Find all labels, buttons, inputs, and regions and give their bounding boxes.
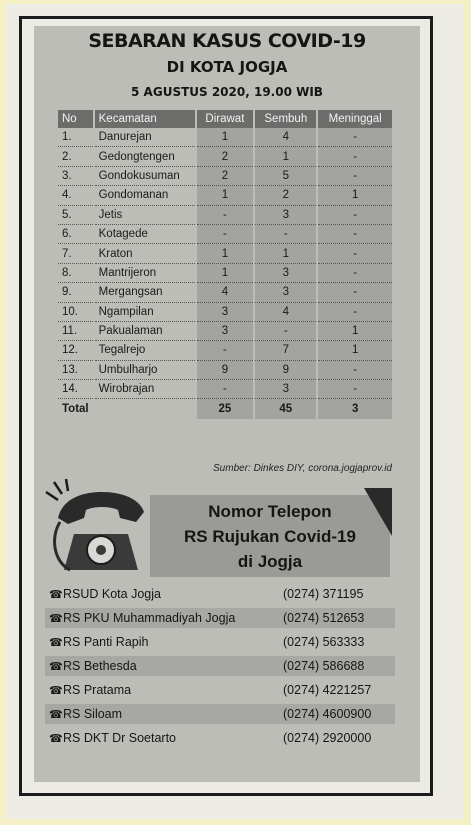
row-number: 14. <box>58 380 93 399</box>
hospital-name: RS Pratama <box>63 683 132 697</box>
meninggal-count: - <box>318 147 392 166</box>
table-row <box>58 244 392 263</box>
hospital-row <box>45 632 395 652</box>
small-phone-icon: ☎ <box>49 732 63 745</box>
dirawat-count: - <box>197 341 254 360</box>
row-number: 8. <box>58 264 93 283</box>
dirawat-count: 2 <box>197 167 254 186</box>
kecamatan-name: Umbulharjo <box>95 361 195 380</box>
sembuh-count: - <box>255 322 316 341</box>
hospital-row <box>45 704 395 724</box>
small-phone-icon: ☎ <box>49 636 63 649</box>
col-header-dirawat: Dirawat <box>197 110 254 128</box>
table-row <box>58 341 392 360</box>
sembuh-count: 3 <box>255 283 316 302</box>
sembuh-count: 9 <box>255 361 316 380</box>
phone-heading-line3: di Jogja <box>237 552 303 571</box>
kecamatan-name: Jetis <box>95 206 195 225</box>
row-number: 7. <box>58 244 93 263</box>
total-label: Total <box>62 403 89 416</box>
small-phone-icon: ☎ <box>49 588 63 601</box>
page-title: SEBARAN KASUS COVID-19 <box>88 30 366 52</box>
meninggal-count: 1 <box>318 322 392 341</box>
col-header-meninggal: Meninggal <box>318 110 392 128</box>
kecamatan-name: Gondokusuman <box>95 167 195 186</box>
meninggal-count: - <box>318 283 392 302</box>
table-row <box>58 361 392 380</box>
table-row <box>58 206 392 225</box>
col-header-kecamatan: Kecamatan <box>95 110 195 128</box>
row-number: 10. <box>58 303 93 322</box>
table-row <box>58 147 392 166</box>
hospital-name: RS PKU Muhammadiyah Jogja <box>63 611 236 625</box>
kecamatan-name: Gondomanan <box>95 186 195 205</box>
kecamatan-name: Kotagede <box>95 225 195 244</box>
meninggal-count: - <box>318 361 392 380</box>
total-dirawat: 25 <box>197 399 254 419</box>
hospital-row <box>45 656 395 676</box>
kecamatan-name: Tegalrejo <box>95 341 195 360</box>
row-number: 5. <box>58 206 93 225</box>
row-number: 1. <box>58 128 93 147</box>
total-meninggal: 3 <box>318 399 392 419</box>
sembuh-count: - <box>255 225 316 244</box>
kecamatan-name: Danurejan <box>95 128 195 147</box>
row-number: 2. <box>58 147 93 166</box>
row-number: 13. <box>58 361 93 380</box>
small-phone-icon: ☎ <box>49 708 63 721</box>
dirawat-count: 1 <box>197 244 254 263</box>
dirawat-count: 9 <box>197 361 254 380</box>
table-row <box>58 303 392 322</box>
hospital-phone-number: (0274) 512653 <box>283 611 365 625</box>
kecamatan-name: Kraton <box>95 244 195 263</box>
small-phone-icon: ☎ <box>49 612 63 625</box>
total-sembuh: 45 <box>255 399 316 419</box>
kecamatan-name: Wirobrajan <box>95 380 195 399</box>
hospital-phone-number: (0274) 563333 <box>283 635 365 649</box>
dirawat-count: - <box>197 380 254 399</box>
hospital-row <box>45 728 395 748</box>
kecamatan-name: Ngampilan <box>95 303 195 322</box>
kecamatan-name: Mergangsan <box>95 283 195 302</box>
table-header-row <box>58 110 392 128</box>
sembuh-count: 1 <box>255 147 316 166</box>
report-date: 5 AGUSTUS 2020, 19.00 WIB <box>131 85 323 99</box>
meninggal-count: - <box>318 128 392 147</box>
dirawat-count: - <box>197 225 254 244</box>
sembuh-count: 2 <box>255 186 316 205</box>
sembuh-count: 4 <box>255 128 316 147</box>
kecamatan-name: Pakualaman <box>95 322 195 341</box>
hospital-name: RS DKT Dr Soetarto <box>63 731 177 745</box>
meninggal-count: - <box>318 167 392 186</box>
meninggal-count: - <box>318 264 392 283</box>
row-number: 3. <box>58 167 93 186</box>
phone-heading-line1: Nomor Telepon <box>208 502 332 521</box>
covid-case-table <box>56 110 394 419</box>
meninggal-count: 1 <box>318 186 392 205</box>
kecamatan-name: Mantrijeron <box>95 264 195 283</box>
hospital-name: RSUD Kota Jogja <box>63 587 161 601</box>
meninggal-count: - <box>318 225 392 244</box>
hospital-phone-number: (0274) 586688 <box>283 659 365 673</box>
table-row <box>58 283 392 302</box>
hospital-name: RS Panti Rapih <box>63 635 149 649</box>
hospital-name: RS Bethesda <box>63 659 137 673</box>
phone-heading-line2: RS Rujukan Covid-19 <box>184 527 356 546</box>
small-phone-icon: ☎ <box>49 684 63 697</box>
dirawat-count: 3 <box>197 303 254 322</box>
table-row <box>58 322 392 341</box>
meninggal-count: - <box>318 244 392 263</box>
table-row <box>58 264 392 283</box>
table-row <box>58 225 392 244</box>
hospital-row <box>45 680 395 700</box>
hospital-phone-list <box>45 584 395 752</box>
sembuh-count: 5 <box>255 167 316 186</box>
small-phone-icon: ☎ <box>49 660 63 673</box>
table-row <box>58 167 392 186</box>
sembuh-count: 1 <box>255 244 316 263</box>
dirawat-count: 1 <box>197 128 254 147</box>
hospital-row <box>45 584 395 604</box>
dirawat-count: 1 <box>197 264 254 283</box>
dirawat-count: - <box>197 206 254 225</box>
table-row <box>58 186 392 205</box>
table-total-row <box>58 399 392 419</box>
row-number: 4. <box>58 186 93 205</box>
dirawat-count: 4 <box>197 283 254 302</box>
hospital-name: RS Siloam <box>63 707 123 721</box>
meninggal-count: - <box>318 206 392 225</box>
dirawat-count: 2 <box>197 147 254 166</box>
kecamatan-name: Gedongtengen <box>95 147 195 166</box>
col-header-sembuh: Sembuh <box>255 110 316 128</box>
row-number: 12. <box>58 341 93 360</box>
phone-icon <box>40 478 150 578</box>
row-number: 9. <box>58 283 93 302</box>
sembuh-count: 3 <box>255 264 316 283</box>
sembuh-count: 3 <box>255 380 316 399</box>
dirawat-count: 1 <box>197 186 254 205</box>
data-source-note: Sumber: Dinkes DIY, corona.jogjaprov.id <box>213 463 392 474</box>
hospital-row <box>45 608 395 628</box>
page-subtitle: DI KOTA JOGJA <box>166 58 288 76</box>
sembuh-count: 3 <box>255 206 316 225</box>
hospital-phone-number: (0274) 4221257 <box>283 683 372 697</box>
row-number: 11. <box>58 322 93 341</box>
sembuh-count: 4 <box>255 303 316 322</box>
col-header-no: No <box>58 110 93 128</box>
meninggal-count: - <box>318 380 392 399</box>
hospital-phone-number: (0274) 371195 <box>283 587 364 601</box>
hospital-phone-number: (0274) 4600900 <box>283 707 372 721</box>
row-number: 6. <box>58 225 93 244</box>
sembuh-count: 7 <box>255 341 316 360</box>
table-row <box>58 128 392 147</box>
hospital-phone-number: (0274) 2920000 <box>283 731 372 745</box>
dirawat-count: 3 <box>197 322 254 341</box>
meninggal-count: - <box>318 303 392 322</box>
table-row <box>58 380 392 399</box>
total-spacer <box>95 399 195 419</box>
meninggal-count: 1 <box>318 341 392 360</box>
